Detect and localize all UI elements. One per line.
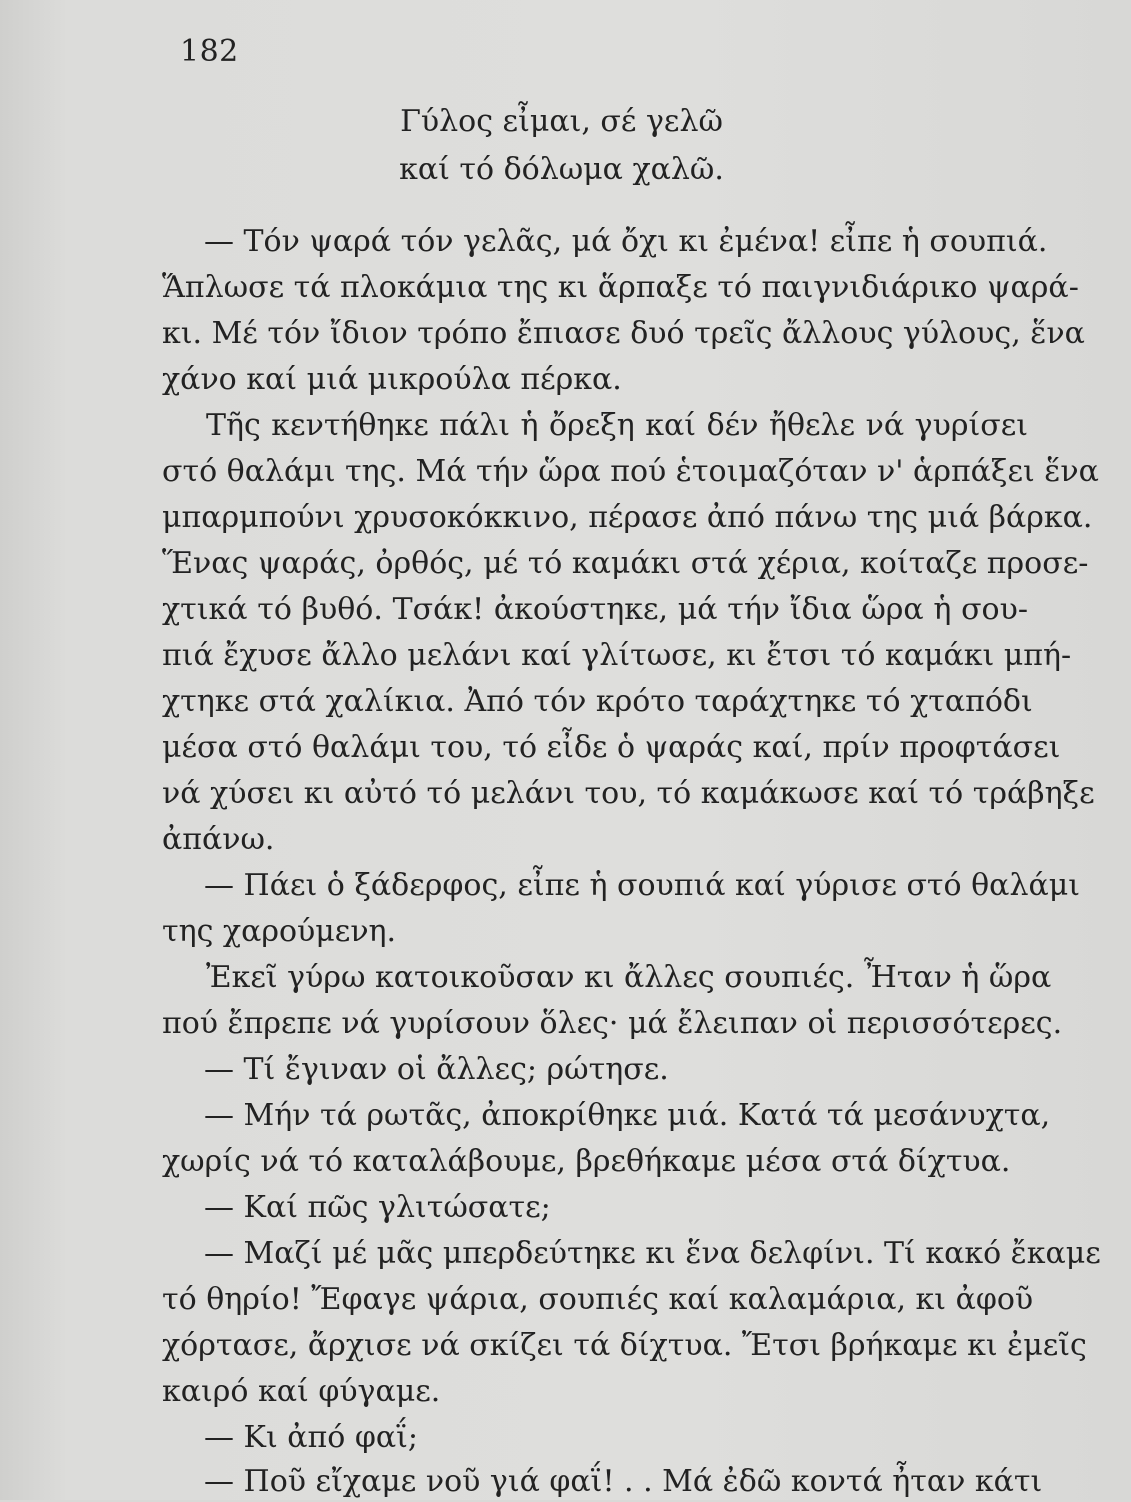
text-line: στό θαλάμι της. Μά τήν ὥρα πού ἑτοιμαζόταν ν' ἁρπάξει ἕνα [162, 454, 1099, 489]
text-line: νά χύσει κι αὐτό τό μελάνι του, τό καμάκωσε καί τό τράβηξε [162, 776, 1095, 811]
text-line: κι. Μέ τόν ἴδιον τρόπο ἔπιασε δυό τρεῖς ἄλλους γύλους, ἕνα [162, 316, 1085, 351]
text-line: — Ποῦ εἴχαμε νοῦ γιά φαΐ! . . Μά ἐδῶ κοντά ἦταν κάτι [204, 1464, 1043, 1499]
text-line: — Τόν ψαρά τόν γελᾶς, μά ὄχι κι ἐμένα! εἶπε ἡ σουπιά. [204, 224, 1048, 259]
text-line: χωρίς νά τό καταλάβουμε, βρεθήκαμε μέσα στά δίχτυα. [162, 1144, 1011, 1179]
text-line: Τῆς κεντήθηκε πάλι ἡ ὄρεξη καί δέν ἤθελε νά γυρίσει [206, 408, 1028, 443]
text-line: της χαρούμενη. [162, 914, 397, 949]
text-line: — Τί ἔγιναν οἱ ἄλλες; ρώτησε. [204, 1052, 669, 1087]
page-number: 182 [180, 34, 239, 69]
text-line: πού ἔπρεπε νά γυρίσουν ὅλες· μά ἔλειπαν οἱ περισσότερες. [162, 1006, 1063, 1041]
text-line: Ἅπλωσε τά πλοκάμια της κι ἅρπαξε τό παιγνιδιάρικο ψαρά- [162, 270, 1079, 305]
text-line: μέσα στό θαλάμι του, τό εἶδε ὁ ψαράς καί, πρίν προφτάσει [162, 730, 1061, 765]
text-line: μπαρμπούνι χρυσοκόκκινο, πέρασε ἀπό πάνω της μιά βάρκα. [162, 500, 1093, 535]
text-line: χτικά τό βυθό. Τσάκ! ἀκούστηκε, μά τήν ἴδια ὥρα ἡ σου- [162, 592, 1028, 627]
verse-line: Γύλος εἶμαι, σέ γελῶ [400, 104, 723, 139]
text-line: χάνο καί μιά μικρούλα πέρκα. [162, 362, 622, 397]
text-line: πιά ἔχυσε ἄλλο μελάνι καί γλίτωσε, κι ἔτσι τό καμάκι μπή- [162, 638, 1072, 673]
text-line: Ἕνας ψαράς, ὀρθός, μέ τό καμάκι στά χέρια, κοίταζε προσε- [162, 546, 1089, 581]
text-line: — Μήν τά ρωτᾶς, ἀποκρίθηκε μιά. Κατά τά μεσάνυχτα, [204, 1098, 1051, 1133]
text-line: Ἐκεῖ γύρω κατοικοῦσαν κι ἄλλες σουπιές. Ἦταν ἡ ὥρα [206, 960, 1052, 995]
text-line: τό θηρίο! Ἔφαγε ψάρια, σουπιές καί καλαμάρια, κι ἀφοῦ [162, 1282, 1034, 1317]
text-line: χτηκε στά χαλίκια. Ἀπό τόν κρότο ταράχτηκε τό χταπόδι [162, 684, 1033, 719]
text-line: — Κι ἀπό φαΐ; [204, 1420, 418, 1455]
text-line: καιρό καί φύγαμε. [162, 1374, 441, 1409]
text-line: ἀπάνω. [162, 822, 275, 857]
text-line: — Πάει ὁ ξάδερφος, εἶπε ἡ σουπιά καί γύρισε στό θαλάμι [204, 868, 1080, 903]
text-line: — Καί πῶς γλιτώσατε; [204, 1190, 551, 1225]
verse-line: καί τό δόλωμα χαλῶ. [399, 152, 724, 187]
text-line: — Μαζί μέ μᾶς μπερδεύτηκε κι ἕνα δελφίνι. Τί κακό ἔκαμε [204, 1236, 1101, 1271]
text-line: χόρτασε, ἄρχισε νά σκίζει τά δίχτυα. Ἔτσι βρήκαμε κι ἐμεῖς [162, 1328, 1087, 1363]
